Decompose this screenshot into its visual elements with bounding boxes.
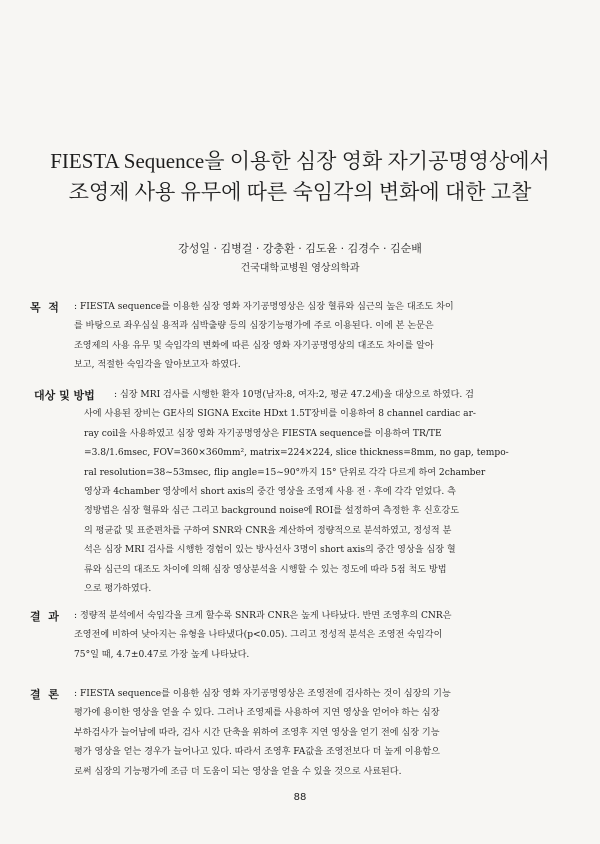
text-line: ral resolution=38~53msec, flip angle=15~90°까지 15° 단위로 각각 다르게 하여 2chamber [84,467,486,478]
section-purpose [30,298,552,376]
text-line: 류와 심근의 대조도 차이에 의해 심장 영상분석을 시행할 수 있는 정도에 따라 5점 척도 방법 [84,564,447,575]
author-list: 강성일 · 김병걸 · 강충환 · 김도윤 · 김경수 · 김순배 [178,242,422,255]
text-line: : FIESTA sequence를 이용한 심장 영화 자기공명영상은 심장 혈류와 심근의 높은 대조도 차이 [74,302,454,312]
page-number: 88 [293,792,307,803]
text-line: 정방법은 심장 혈류와 심근 그리고 background noise에 ROI를 설정하여 측정한 후 신호강도 [84,506,459,517]
section-label-methods: 대상 및 방법 [34,389,95,402]
affiliation: 건국대학교병원 영상의학과 [240,263,360,274]
text-line: 조영제의 사용 유무 및 숙임각의 변화에 따른 심장 영화 자기공명영상의 대조도 차이를 알아 [74,340,434,351]
text-line: : 심장 MRI 검사를 시행한 환자 10명(남자:8, 여자:2, 평균 47.2세)을 대상으로 하였다. 검 [114,390,474,400]
text-line: ray coil을 사용하였고 심장 영화 자기공명영상은 FIESTA sequence를 이용하여 TR/TE [84,428,442,439]
section-conclusion [30,685,552,782]
text-line: 석은 심장 MRI 검사를 시행한 경험이 있는 방사선사 3명이 short axis의 중간 영상을 심장 혈 [84,545,456,556]
text-line: 부하검사가 늘어남에 따라, 검사 시간 단축을 위하여 조영후 지연 영상을 얻기 전에 심장 기능 [74,727,440,738]
section-label-purpose: 목 적 [30,301,59,314]
section-results [30,607,552,665]
text-line: =3.8/1.6msec, FOV=360×360mm², matrix=224×224, slice thickness=8mm, no gap, tempo- [84,448,509,459]
text-line: : 정량적 분석에서 숙임각을 크게 할수록 SNR과 CNR은 높게 나타났다. 반면 조영후의 CNR은 [74,611,452,621]
title-line-1: FIESTA Sequence을 이용한 심장 영화 자기공명영상에서 [50,149,550,173]
section-label-conclusion: 결 론 [30,688,59,701]
text-line: 75°일 때, 4.7±0.47로 가장 높게 나타났다. [74,649,250,660]
text-line: 사에 사용된 장비는 GE사의 SIGNA Excite HDxt 1.5T장비를 이용하여 8 channel cardiac ar- [84,409,476,420]
text-line: 를 바탕으로 좌우심실 용적과 심박출량 등의 심장기능평가에 주로 이용된다. 이에 본 논문은 [74,321,434,332]
text-line: 로써 심장의 기능평가에 조금 더 도움이 되는 영상을 얻을 수 있을 것으로 사료된다. [74,766,402,777]
text-line: 보고, 적절한 숙임각을 알아보고자 하였다. [74,360,241,371]
section-methods [34,386,554,599]
text-line: 조영전에 비하여 낮아지는 유형을 나타냈다(p<0.05). 그리고 정성적 분석은 조영전 숙임각이 [74,630,443,641]
paper-title [40,146,560,208]
text-line: : FIESTA sequence를 이용한 심장 영화 자기공명영상은 조영전에 검사하는 것이 심장의 기능 [74,689,451,699]
text-line: 평가에 용이한 영상을 얻을 수 있다. 그러나 조영제를 사용하여 지연 영상을 얻어야 하는 심장 [74,708,440,719]
text-line: 의 평균값 및 표준편차를 구하여 SNR와 CNR을 계산하여 정량적으로 분석하였고, 정성적 분 [84,525,452,536]
text-line: 영상과 4chamber 영상에서 short axis의 중간 영상을 조영제 사용 전 · 후에 각각 얻었다. 측 [84,487,456,498]
text-line: 평가 영상을 얻는 경우가 늘어나고 있다. 따라서 조영후 FA값을 조영전보다 더 높게 이용함으 [74,747,440,758]
section-label-results: 결 과 [30,610,59,623]
title-line-2: 조영제 사용 유무에 따른 숙임각의 변화에 대한 고찰 [68,180,532,204]
text-line: 으로 평가하였다. [84,584,152,595]
